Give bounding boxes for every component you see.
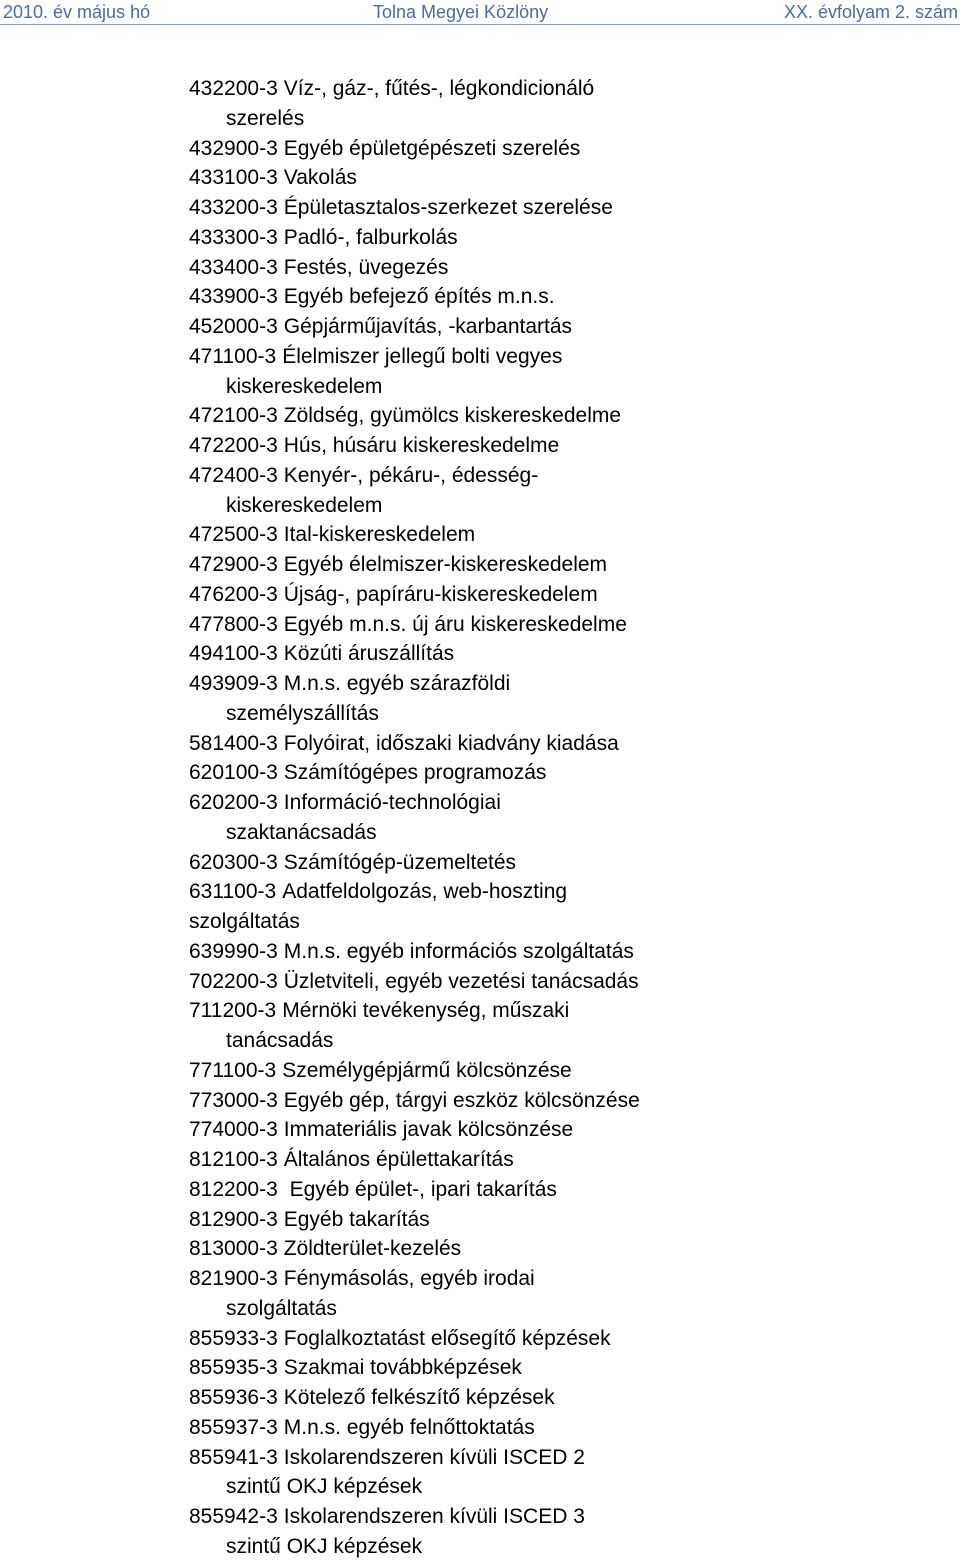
activity-code: 855942-3 bbox=[189, 1505, 278, 1528]
activity-item bbox=[189, 1324, 749, 1354]
activity-item bbox=[189, 669, 749, 729]
activity-description: Egyéb élelmiszer-kiskereskedelem bbox=[283, 553, 608, 576]
activity-code: 433400-3 bbox=[189, 255, 278, 279]
activity-item bbox=[189, 848, 749, 878]
activity-code: 476200-3 bbox=[189, 582, 278, 606]
activity-code: 855935-3 bbox=[189, 1356, 278, 1380]
activity-description: Zöldterület-kezelés bbox=[283, 1237, 462, 1261]
activity-description-continuation: szerelés bbox=[226, 106, 305, 130]
activity-description: Számítógépes programozás bbox=[283, 761, 547, 785]
activity-code: 812900-3 bbox=[189, 1207, 278, 1231]
activity-description: Hús, húsáru kiskereskedelme bbox=[283, 434, 560, 457]
activity-description: Iskolarendszeren kívüli ISCED 3 bbox=[283, 1505, 585, 1528]
activity-code: 433900-3 bbox=[189, 285, 278, 309]
activity-description: Információ-technológiai bbox=[283, 791, 501, 814]
activity-item bbox=[189, 1115, 749, 1145]
activity-code: 472400-3 bbox=[189, 463, 278, 487]
header-date: 2010. év május hó bbox=[3, 2, 151, 22]
activity-code: 433300-3 bbox=[189, 225, 278, 249]
activity-item bbox=[189, 401, 749, 431]
activity-code: 471100-3 bbox=[189, 344, 277, 368]
header-divider bbox=[0, 24, 960, 25]
activity-item bbox=[189, 729, 749, 759]
activity-code: 855941-3 bbox=[189, 1445, 278, 1469]
activity-description: Fénymásolás, egyéb irodai bbox=[283, 1267, 535, 1290]
activity-description: Üzletviteli, egyéb vezetési tanácsadás bbox=[283, 969, 639, 993]
activity-description-continuation: szintű OKJ képzések bbox=[226, 1534, 423, 1558]
activity-description: Foglalkoztatást elősegítő képzések bbox=[283, 1326, 611, 1350]
activity-description: Folyóirat, időszaki kiadvány kiadása bbox=[283, 731, 619, 755]
activity-description: Festés, üvegezés bbox=[283, 255, 449, 279]
activity-code: 452000-3 bbox=[189, 315, 278, 338]
activity-description: Egyéb befejező építés m.n.s. bbox=[283, 285, 555, 309]
activity-item bbox=[189, 877, 749, 937]
activity-code: 620200-3 bbox=[189, 791, 278, 814]
activity-description: Számítógép-üzemeltetés bbox=[283, 850, 517, 874]
activity-description: M.n.s. egyéb szárazföldi bbox=[283, 672, 511, 695]
activity-code: 472900-3 bbox=[189, 553, 278, 576]
activity-code: 639990-3 bbox=[189, 939, 278, 963]
activity-description: Általános épülettakarítás bbox=[283, 1148, 514, 1171]
activity-item bbox=[189, 342, 749, 402]
activity-code: 433200-3 bbox=[189, 196, 278, 219]
activity-code: 477800-3 bbox=[189, 612, 278, 636]
activity-description: Élelmiszer jellegű bolti vegyes bbox=[282, 344, 563, 368]
activity-description: Kötelező felkészítő képzések bbox=[283, 1386, 555, 1409]
activity-item bbox=[189, 312, 749, 342]
activity-description: Épületasztalos-szerkezet szerelése bbox=[283, 196, 613, 219]
activity-code: 774000-3 bbox=[189, 1118, 278, 1142]
activity-item bbox=[189, 282, 749, 312]
activity-code: 773000-3 bbox=[189, 1088, 278, 1112]
activity-code: 855937-3 bbox=[189, 1415, 278, 1439]
activity-item bbox=[189, 431, 749, 461]
activity-description-continuation: személyszállítás bbox=[226, 701, 379, 725]
activity-code: 620300-3 bbox=[189, 850, 278, 874]
activity-code: 812200-3 bbox=[189, 1177, 278, 1201]
activity-description-continuation: szintű OKJ képzések bbox=[226, 1475, 423, 1499]
activity-description-continuation: szaktanácsadás bbox=[226, 820, 377, 844]
activity-description: Közúti áruszállítás bbox=[283, 642, 455, 666]
activity-item bbox=[189, 1205, 749, 1235]
activity-description: Immateriális javak kölcsönzése bbox=[283, 1118, 574, 1142]
activity-description: Vakolás bbox=[283, 166, 357, 190]
activity-item bbox=[189, 1086, 749, 1116]
activity-code: 702200-3 bbox=[189, 969, 278, 993]
activity-description: M.n.s. egyéb felnőttoktatás bbox=[283, 1415, 535, 1439]
activity-description: Adatfeldolgozás, web-hoszting bbox=[282, 880, 568, 904]
activity-item bbox=[189, 550, 749, 580]
activity-item bbox=[189, 1383, 749, 1413]
activity-description-continuation: szolgáltatás bbox=[226, 1296, 337, 1320]
activity-code: 493909-3 bbox=[189, 672, 278, 695]
activity-description: Egyéb épületgépészeti szerelés bbox=[283, 136, 581, 160]
activity-item bbox=[189, 163, 749, 193]
activity-item bbox=[189, 223, 749, 253]
activity-code: 433100-3 bbox=[189, 166, 278, 190]
header-publication-title: Tolna Megyei Közlöny bbox=[373, 2, 549, 22]
activity-code: 581400-3 bbox=[189, 731, 278, 755]
activity-code: 711200-3 bbox=[189, 999, 277, 1023]
activity-list bbox=[189, 74, 749, 1562]
activity-item bbox=[189, 520, 749, 550]
header-volume-issue: XX. évfolyam 2. szám bbox=[783, 2, 958, 22]
activity-description: Padló-, falburkolás bbox=[283, 225, 458, 249]
activity-description: Zöldség, gyümölcs kiskereskedelme bbox=[283, 404, 622, 428]
activity-item bbox=[189, 1234, 749, 1264]
activity-code: 812100-3 bbox=[189, 1148, 278, 1171]
activity-description: Kenyér-, pékáru-, édesség- bbox=[283, 463, 539, 487]
activity-description-continuation: tanácsadás bbox=[226, 1029, 334, 1052]
activity-description: Egyéb gép, tárgyi eszköz kölcsönzése bbox=[283, 1088, 640, 1112]
activity-code: 620100-3 bbox=[189, 761, 278, 785]
activity-item bbox=[189, 134, 749, 164]
activity-item bbox=[189, 1353, 749, 1383]
activity-description: M.n.s. egyéb információs szolgáltatás bbox=[283, 939, 634, 963]
activity-item bbox=[189, 253, 749, 283]
activity-item bbox=[189, 758, 749, 788]
activity-code: 631100-3 bbox=[189, 880, 277, 904]
activity-code: 494100-3 bbox=[189, 642, 278, 666]
activity-description: Egyéb takarítás bbox=[283, 1207, 430, 1231]
activity-description: Iskolarendszeren kívüli ISCED 2 bbox=[283, 1445, 585, 1469]
activity-description: Gépjárműjavítás, -karbantartás bbox=[283, 315, 573, 338]
activity-code: 432900-3 bbox=[189, 136, 278, 160]
activity-description: Szakmai továbbképzések bbox=[283, 1356, 522, 1380]
activity-description: Víz-, gáz-, fűtés-, légkondicionáló bbox=[283, 77, 595, 100]
activity-description: Ital-kiskereskedelem bbox=[283, 523, 476, 547]
activity-item bbox=[189, 1443, 749, 1503]
activity-description: Mérnöki tevékenység, műszaki bbox=[282, 999, 570, 1023]
activity-item bbox=[189, 1056, 749, 1086]
activity-code: 821900-3 bbox=[189, 1267, 278, 1290]
activity-description: Újság-, papíráru-kiskereskedelem bbox=[283, 582, 598, 606]
activity-item bbox=[189, 788, 749, 848]
activity-item bbox=[189, 610, 749, 640]
activity-item bbox=[189, 996, 749, 1056]
activity-item bbox=[189, 1413, 749, 1443]
activity-code: 855933-3 bbox=[189, 1326, 278, 1350]
activity-description-continuation: kiskereskedelem bbox=[226, 493, 383, 517]
activity-description-continuation: kiskereskedelem bbox=[226, 374, 383, 398]
activity-item bbox=[189, 1145, 749, 1175]
activity-item bbox=[189, 639, 749, 669]
activity-item bbox=[189, 193, 749, 223]
activity-description: Személygépjármű kölcsönzése bbox=[282, 1058, 572, 1082]
activity-item bbox=[189, 937, 749, 967]
activity-description: Egyéb m.n.s. új áru kiskereskedelme bbox=[283, 612, 627, 636]
page-header bbox=[0, 0, 960, 25]
activity-item bbox=[189, 461, 749, 521]
activity-code: 472200-3 bbox=[189, 434, 278, 457]
activity-item bbox=[189, 1264, 749, 1324]
activity-code: 472100-3 bbox=[189, 404, 278, 428]
activity-item bbox=[189, 967, 749, 997]
activity-code: 771100-3 bbox=[189, 1058, 277, 1082]
activity-code: 472500-3 bbox=[189, 523, 278, 547]
activity-code: 813000-3 bbox=[189, 1237, 278, 1261]
activity-code: 432200-3 bbox=[189, 77, 278, 100]
activity-item bbox=[189, 580, 749, 610]
activity-description: Egyéb épület-, ipari takarítás bbox=[283, 1177, 557, 1201]
activity-item bbox=[189, 1502, 749, 1562]
activity-item bbox=[189, 74, 749, 134]
activity-item bbox=[189, 1175, 749, 1205]
activity-code: 855936-3 bbox=[189, 1386, 278, 1409]
activity-description-continuation: szolgáltatás bbox=[189, 910, 300, 933]
